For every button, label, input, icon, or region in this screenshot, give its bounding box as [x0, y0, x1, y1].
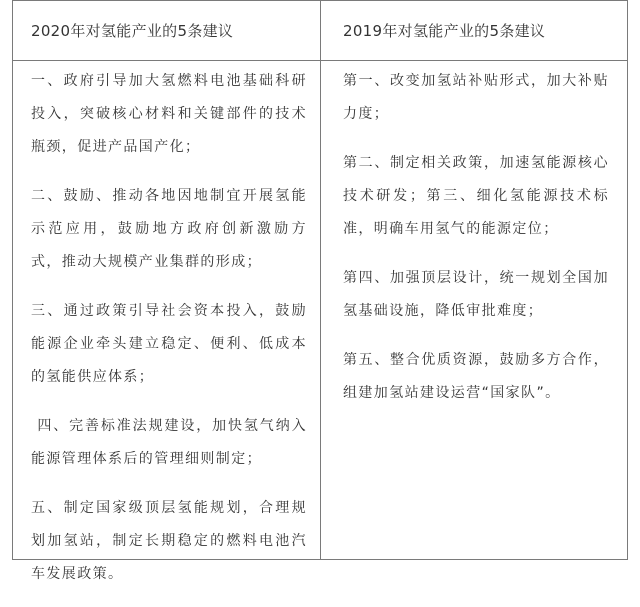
recommendation-2019-2: 第二、制定相关政策，加速氢能源核心技术研发；第三、细化氢能源技术标准，明确车用氢气的能源定位； [343, 155, 609, 237]
right-column-body [343, 65, 609, 426]
recommendation-2020-4: 四、完善标准法规建设，加快氢气纳入能源管理体系后的管理细则制定； [31, 418, 307, 467]
recommendation-2020-1: 一、政府引导加大氢燃料电池基础科研投入，突破核心材料和关键部件的技术瓶颈，促进产品国产化； [31, 73, 307, 155]
left-column-body [31, 65, 307, 607]
header-divider [13, 60, 627, 61]
comparison-table [12, 0, 628, 582]
right-column-header: 2019年对氢能产业的5条建议 [343, 22, 546, 40]
recommendation-2019-4: 第五、整合优质资源，鼓励多方合作，组建加氢站建设运营“国家队”。 [343, 352, 609, 401]
column-divider [320, 1, 321, 559]
recommendation-2020-5: 五、制定国家级顶层氢能规划，合理规划加氢站，制定长期稳定的燃料电池汽车发展政策。 [31, 500, 307, 582]
recommendation-2020-3: 三、通过政策引导社会资本投入，鼓励能源企业牵头建立稳定、便利、低成本的氢能供应体系； [31, 303, 307, 385]
recommendation-2019-1: 第一、改变加氢站补贴形式，加大补贴力度； [343, 73, 609, 122]
recommendation-2019-3: 第四、加强顶层设计，统一规划全国加氢基础设施，降低审批难度； [343, 270, 609, 319]
recommendation-2020-2: 二、鼓励、推动各地因地制宜开展氢能示范应用，鼓励地方政府创新激励方式，推动大规模产业集群的形成； [31, 188, 307, 270]
left-column-header: 2020年对氢能产业的5条建议 [31, 22, 234, 40]
